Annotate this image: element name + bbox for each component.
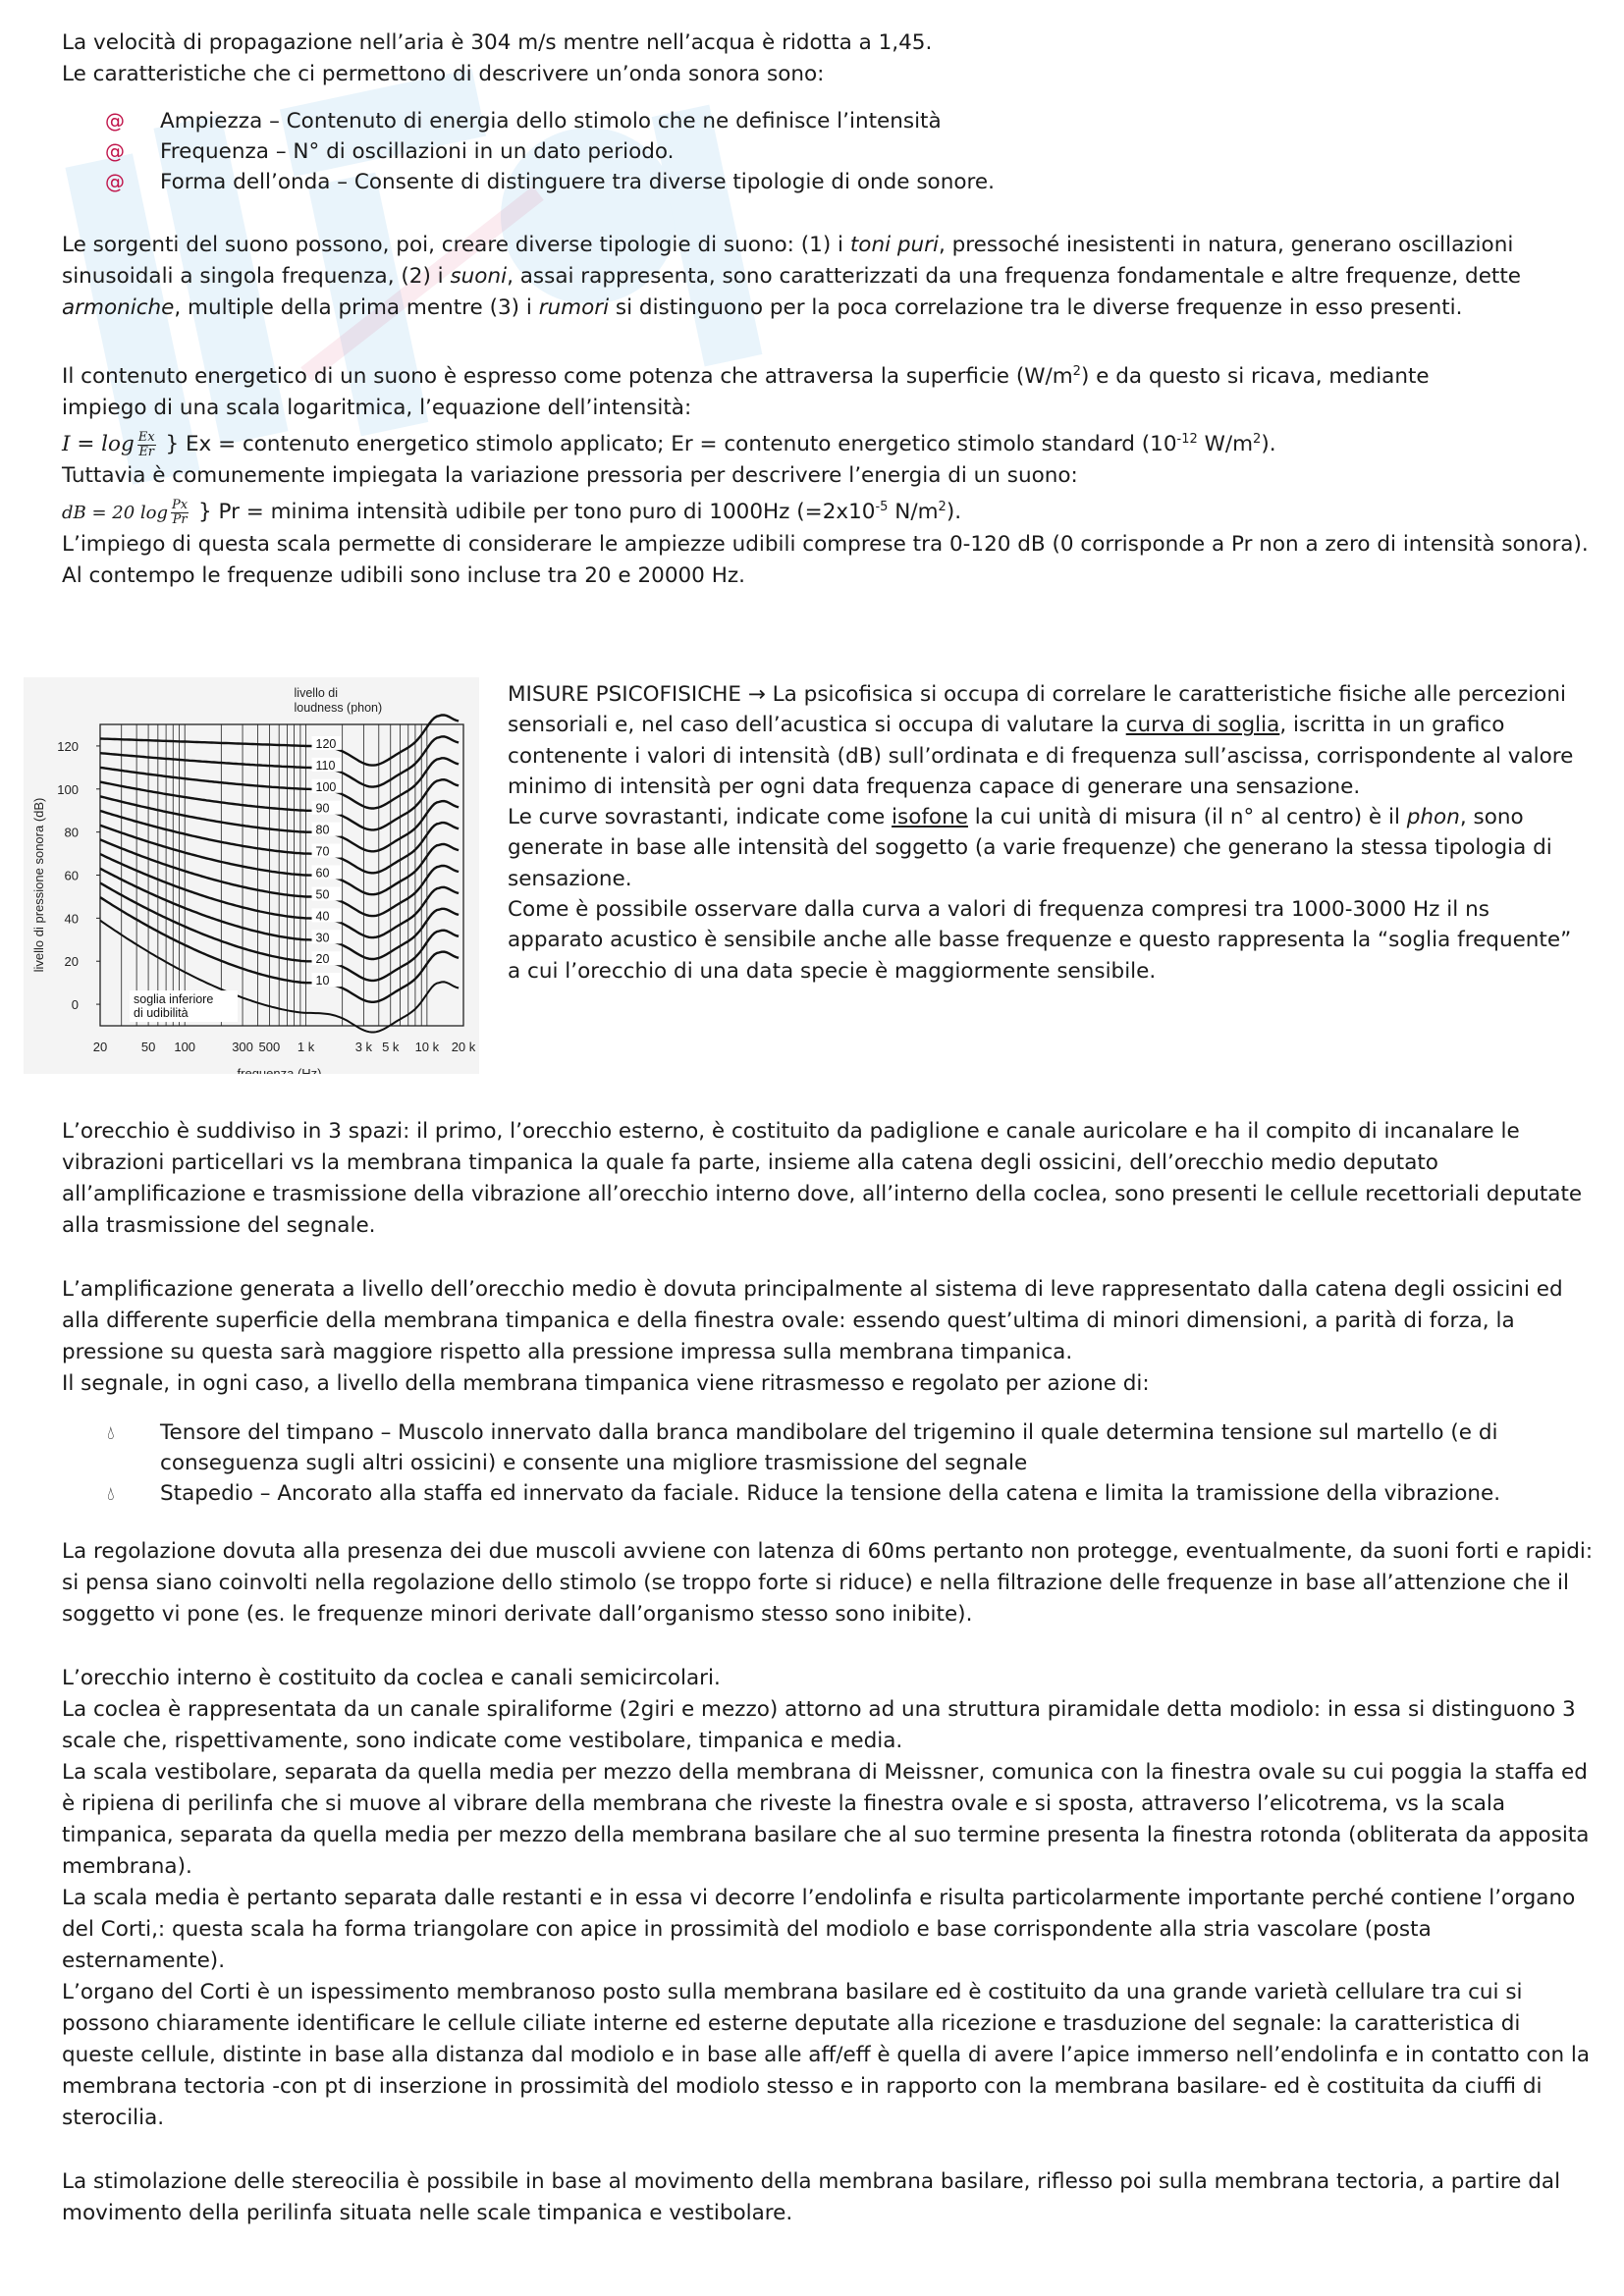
x-tick-label: 500: [258, 1040, 281, 1054]
text: } Ex = contenuto energetico stimolo applicato; Er = contenuto energetico stimolo standard (10: [165, 432, 1177, 457]
y-tick-label: 0: [71, 997, 79, 1013]
superscript: 2: [938, 500, 947, 515]
legend-title-line2: loudness (phon): [294, 701, 383, 715]
text: L’orecchio interno è costituito da coclea e canali semicircolari.: [62, 1666, 721, 1690]
paragraph-psychophysics: [508, 679, 1588, 987]
fraction: [137, 431, 156, 459]
paragraph-amplification: [62, 1274, 1594, 1400]
spiral-bullet-icon: @: [105, 170, 125, 193]
phon-label: 110: [315, 758, 336, 773]
paragraph-energy: [62, 356, 1594, 592]
muscles-list: [62, 1417, 1594, 1509]
text: La velocità di propagazione nell’aria è 304 m/s mentre nell’acqua è ridotta a 1,45.: [62, 30, 933, 55]
x-tick-label: 10 k: [414, 1040, 440, 1054]
spiral-bullet-icon: @: [105, 139, 125, 163]
legend-title-line1: livello di: [294, 686, 339, 700]
x-tick-label: 100: [174, 1040, 196, 1054]
superscript: -12: [1176, 432, 1198, 448]
text: impiego di una scala logaritmica, l’equazione dell’intensità:: [62, 396, 692, 421]
text: L’amplificazione generata a livello dell’orecchio medio è dovuta principalmente al sistema di leve rappresentato dalla catena degli ossicini ed alla differente superficie della membrana timpanica e della finestra ovale: essendo quest’ultima di minori dimensioni, a parità di forza, la pressione su questa sarà maggiore rispetto alla pressione impressa sulla membrana timpanica.: [62, 1277, 1563, 1364]
x-tick-label: 300: [232, 1040, 253, 1054]
paragraph-velocity: [62, 27, 1594, 90]
text: Le curve sovrastanti, indicate come: [508, 805, 893, 830]
isophone-chart-svg: [24, 677, 479, 1074]
list-item: [62, 106, 1594, 136]
formula-intensity: I = log: [62, 432, 135, 457]
phon-label: 40: [315, 909, 330, 924]
threshold-label-line1: soglia inferiore: [134, 992, 214, 1007]
x-tick-label: 3 k: [354, 1040, 373, 1054]
list-item: [62, 1417, 1594, 1478]
text: ) e da questo si ricava, mediante: [1080, 364, 1430, 390]
list-item-text: Ampiezza – Contenuto di energia dello stimolo che ne definisce l’intensità: [160, 109, 942, 133]
text: La psicofisica si occupa di correlare le caratteristiche fisiche alle percezioni sensoriali e, nel caso dell’acustica si occupa di valutare la: [508, 682, 1566, 738]
y-tick-label: 60: [64, 868, 79, 883]
superscript: 2: [1253, 432, 1262, 448]
y-axis-label: livello di pressione sonora (dB): [31, 797, 46, 973]
text: } Pr = minima intensità udibile per tono puro di 1000Hz (=2x10: [197, 500, 876, 525]
text: , iscritta in un grafico contenente i valori di intensità (dB) sull’ordinata e di frequenza sull’ascissa, corrispondente al valore minimo di intensità per ogni data frequenza capace di generare una sensazione.: [508, 713, 1574, 799]
phon-label: 70: [315, 844, 330, 859]
text: Le sorgenti del suono possono, poi, creare diverse tipologie di suono: (1) i: [62, 233, 850, 257]
phon-label: 20: [315, 952, 330, 967]
text: Il contenuto energetico di un suono è espresso come potenza che attraversa la superficie (W/m: [62, 364, 1073, 390]
list-item-text: Forma dell’onda – Consente di distinguere tra diverse tipologie di onde sonore.: [160, 170, 995, 194]
term-curva-di-soglia: curva di soglia: [1125, 713, 1280, 738]
text: Il segnale, in ogni caso, a livello della membrana timpanica viene ritrasmesso e regolato per azione di:: [62, 1371, 1150, 1396]
y-tick-label: 120: [57, 738, 79, 754]
list-item: [62, 136, 1594, 167]
denominator: Pr: [172, 511, 188, 527]
text: , multiple della prima mentre (3) i: [174, 295, 539, 320]
list-item: [62, 167, 1594, 197]
term-phon: phon: [1406, 805, 1460, 830]
formula-decibel: dB = 20 log: [62, 503, 169, 524]
phon-label: 120: [315, 736, 337, 751]
list-item: [62, 1478, 1594, 1509]
text: L’organo del Corti è un ispessimento membranoso posto sulla membrana basilare ed è costituito da una grande varietà cellulare tra cui si possono chiaramente identificare le cellule ciliate interne ed esterne deputate alla ricezione e trasduzione del segnale: la caratteristica di queste cellule, distinte in base alla distanza dal modiolo e in base alle aff/eff è quella di avere l’apice immerso nell’endolinfa e in contatto con la membrana tectoria -con pt di inserzione in prossimità del modiolo stesso e in rapporto con la membrana basilare- ed è costituita da ciuffi di sterocilia.: [62, 1980, 1591, 2130]
y-tick-label: 40: [64, 911, 79, 927]
text: la cui unità di misura (il n° al centro) è il: [967, 805, 1407, 830]
superscript: 2: [1072, 364, 1081, 379]
text: ).: [1261, 432, 1276, 457]
term-armoniche: armoniche: [62, 295, 175, 320]
page-lower: [62, 1116, 1594, 2229]
side-text-psychophysics: [508, 679, 1588, 987]
x-axis-label: frequenza (Hz): [237, 1066, 322, 1074]
paragraph-sources: [62, 230, 1594, 324]
text: , sono generate in base alle intensità del soggetto (a varie frequenze) che generano la stessa tipologia di sensazione.: [508, 805, 1552, 891]
text: Come è possibile osservare dalla curva a valori di frequenza compresi tra 1000-3000 Hz il ns apparato acustico è sensibile anche alle basse frequenze e questo rappresenta la “soglia frequente” a cui l’orecchio di una data specie è maggiormente sensibile.: [508, 897, 1572, 984]
list-item-text: Stapedio – Ancorato alla staffa ed innervato da faciale. Riduce la tensione della catena e limita la tramissione della vibrazione.: [160, 1481, 1501, 1506]
text: Tuttavia è comunemente impiegata la variazione pressoria per descrivere l’energia di un suono:: [62, 463, 1078, 489]
numerator: Px: [172, 497, 189, 512]
isophone-chart: [24, 677, 479, 1074]
phon-label: 10: [315, 974, 330, 988]
text: W/m: [1197, 432, 1254, 457]
fraction: [171, 499, 189, 527]
phon-label: 90: [315, 801, 330, 816]
x-tick-label: 5 k: [382, 1040, 400, 1054]
x-tick-label: 1 k: [297, 1040, 315, 1054]
text: La coclea è rappresentata da un canale spiraliforme (2giri e mezzo) attorno ad una struttura piramidale detta modiolo: in essa si distinguono 3 scale che, rispettivamente, sono indicate come vestibolare, timpanica e media.: [62, 1697, 1576, 1753]
phon-label: 50: [315, 887, 330, 902]
paragraph-stimulation: La stimolazione delle stereocilia è possibile in base al movimento della membrana basilare, riflesso poi sulla membrana tectoria, a partire dal movimento della perilinfa situata nelle scale timpanica e vestibolare.: [62, 2169, 1561, 2225]
y-tick-label: 100: [57, 781, 79, 797]
list-item-text: Frequenza – N° di oscillazioni in un dato periodo.: [160, 139, 675, 164]
text: si distinguono per la poca correlazione tra le diverse frequenze in esso presenti.: [609, 295, 1463, 320]
phon-label: 30: [315, 931, 330, 945]
paragraph-inner-ear: [62, 1663, 1594, 2134]
phon-label: 80: [315, 823, 330, 837]
drop-bullet-icon: 💧︎: [107, 1422, 115, 1444]
numerator: Ex: [137, 429, 155, 445]
term-rumori: rumori: [538, 295, 610, 320]
term-isofone: isofone: [892, 805, 968, 830]
term-toni-puri: toni puri: [849, 233, 939, 257]
wave-characteristics-list: [62, 106, 1594, 197]
x-tick-label: 50: [140, 1040, 156, 1054]
text: Le caratteristiche che ci permettono di descrivere un’onda sonora sono:: [62, 62, 825, 86]
spiral-bullet-icon: @: [105, 109, 125, 133]
phon-label: 100: [315, 779, 337, 794]
phon-label: 60: [315, 866, 330, 881]
section-title: MISURE PSICOFISICHE: [508, 682, 741, 707]
y-tick-label: 80: [64, 825, 79, 840]
arrow-icon: →: [747, 682, 766, 707]
text: , assai rappresenta, sono caratterizzati da una frequenza fondamentale e altre frequenze, dette: [507, 264, 1522, 289]
superscript: -5: [875, 500, 889, 515]
denominator: Er: [138, 444, 155, 459]
x-tick-label: 20 k: [451, 1040, 476, 1054]
term-suoni: suoni: [450, 264, 508, 289]
list-item-text: Tensore del timpano – Muscolo innervato dalla branca mandibolare del trigemino il quale determina tensione sul martello (e di conseguenza sugli altri ossicini) e consente una migliore trasmissione del segnale: [160, 1420, 1498, 1475]
text: , pressoché inesistenti in natura, generano oscillazioni sinusoidali a singola frequenza, (2) i: [62, 233, 1514, 289]
x-tick-label: 20: [92, 1040, 108, 1054]
text: ).: [946, 500, 962, 525]
paragraph-ear-structure: L’orecchio è suddiviso in 3 spazi: il primo, l’orecchio esterno, è costituito da padiglione e canale auricolare e ha il compito di incanalare le vibrazioni particellari vs la membrana timpanica la quale fa parte, insieme alla catena degli ossicini, dell’orecchio medio deputato all’amplificazione e trasmissione della vibrazione all’orecchio interno dove, all’interno della coclea, sono presenti le cellule recettoriali deputate alla trasmissione del segnale.: [62, 1119, 1583, 1238]
text: N/m: [888, 500, 939, 525]
text: La scala media è pertanto separata dalle restanti e in essa vi decorre l’endolinfa e risulta particolarmente importante perché contiene l’organo del Corti,: questa scala ha forma triangolare con apice in prossimità del modiolo e base corrispondente alla stria vascolare (posta esternamente).: [62, 1886, 1576, 1973]
paragraph-regulation: La regolazione dovuta alla presenza dei due muscoli avviene con latenza di 60ms pertanto non protegge, eventualmente, da suoni forti e rapidi: si pensa siano coinvolti nella regolazione dello stimolo (se troppo forte si riduce) e nella filtrazione delle frequenze in base all’attenzione che il soggetto vi pone (es. le frequenze minori derivate dall’organismo stesso sono inibite).: [62, 1539, 1594, 1627]
threshold-label-line2: di udibilità: [134, 1006, 189, 1021]
drop-bullet-icon: 💧︎: [107, 1483, 115, 1505]
text: L’impiego di questa scala permette di considerare le ampiezze udibili comprese tra 0-120 dB (0 corrisponde a Pr non a zero di intensità sonora). Al contempo le frequenze udibili sono incluse tra 20 e 20000 Hz.: [62, 532, 1589, 589]
y-tick-label: 20: [64, 954, 79, 970]
page-top: [62, 27, 1594, 592]
text: La scala vestibolare, separata da quella media per mezzo della membrana di Meissner, comunica con la finestra ovale su cui poggia la staffa ed è ripiena di perilinfa che si muove al vibrare della membrana che riveste la finestra ovale e si sposta, attraverso l’elicotrema, vs la scala timpanica, separata da quella media per mezzo della membrana basilare che al suo termine presenta la finestra rotonda (obliterata da apposita membrana).: [62, 1760, 1590, 1879]
